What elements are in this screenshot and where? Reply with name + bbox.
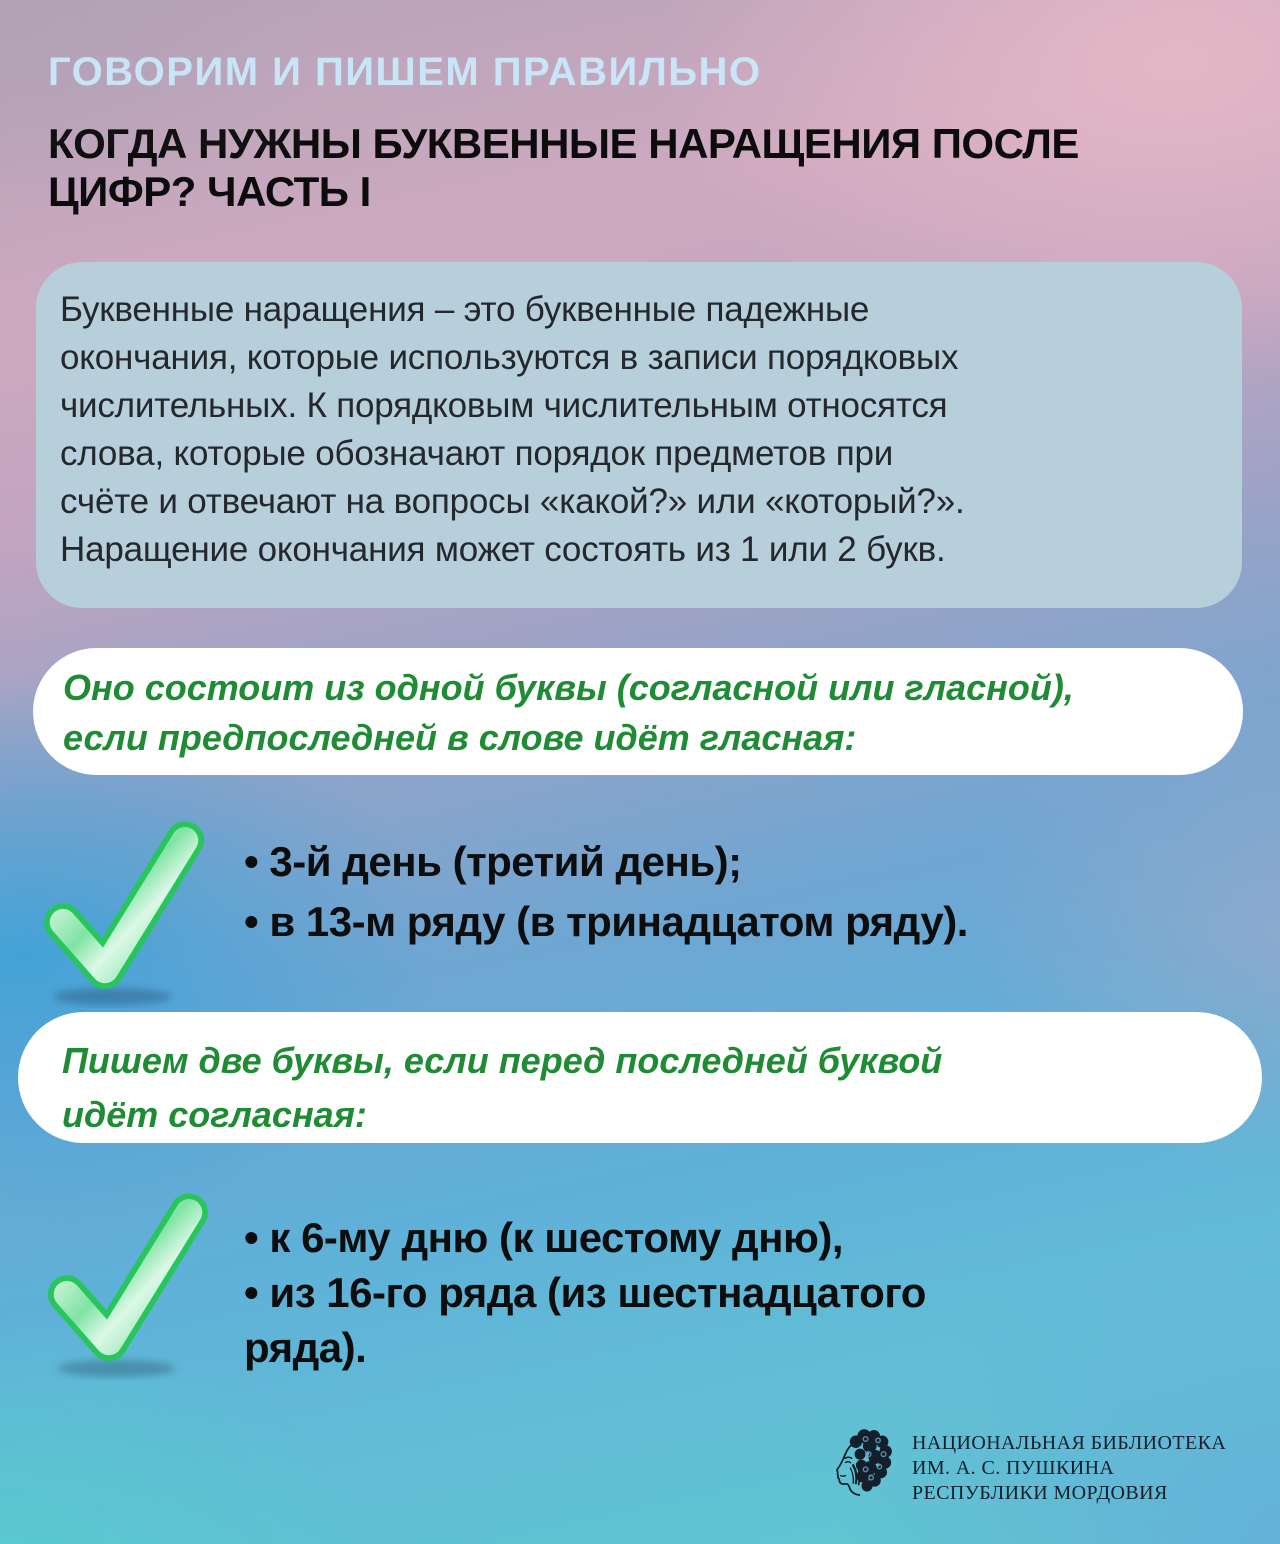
- rule-2-box: [18, 1012, 1262, 1143]
- example-item: ряда).: [244, 1324, 367, 1371]
- rule-2-line-1: Пишем две буквы, если перед последней буквой: [62, 1040, 943, 1081]
- library-name-line-3: РЕСПУБЛИКИ МОРДОВИЯ: [912, 1481, 1168, 1504]
- rule-2-line-2: идёт согласная:: [62, 1094, 367, 1135]
- definition-line: счёте и отвечают на вопросы «какой?» или «который?».: [60, 482, 965, 521]
- examples-list-1: [244, 832, 968, 952]
- rule-1-box: [33, 648, 1243, 775]
- examples-list-2: [244, 1210, 926, 1375]
- example-item: • из 16-го ряда (из шестнадцатого: [244, 1269, 926, 1316]
- checkmark-shadow: [58, 1360, 176, 1377]
- rule-1-line-1: Оно состоит из одной буквы (согласной или гласной),: [63, 667, 1074, 708]
- example-item: • 3-й день (третий день);: [244, 838, 742, 885]
- definition-line: окончания, которые используются в записи порядковых: [60, 338, 959, 377]
- definition-line: слова, которые обозначают порядок предметов при: [60, 434, 894, 473]
- definition-line: Наращение окончания может состоять из 1 или 2 букв.: [60, 530, 946, 569]
- library-logo: [820, 1424, 1226, 1512]
- definition-line: Буквенные наращения – это буквенные падежные: [60, 290, 870, 329]
- rule-1-line-2: если предпоследней в слове идёт гласная:: [63, 717, 857, 758]
- pushkin-portrait-icon: [820, 1424, 896, 1512]
- page-title-line-2: ЦИФР? ЧАСТЬ I: [48, 168, 371, 215]
- page-title: [48, 120, 1238, 216]
- example-item: • к 6-му дню (к шестому дню),: [244, 1214, 844, 1261]
- library-name-line-2: ИМ. А. С. ПУШКИНА: [912, 1456, 1115, 1479]
- example-item: • в 13-м ряду (в тринадцатом ряду).: [244, 898, 968, 945]
- library-name: [912, 1431, 1226, 1506]
- series-kicker: ГОВОРИМ И ПИШЕМ ПРАВИЛЬНО: [48, 50, 762, 94]
- checkmark-icon: [42, 1180, 214, 1380]
- library-name-line-1: НАЦИОНАЛЬНАЯ БИБЛИОТЕКА: [912, 1431, 1227, 1454]
- checkmark-icon: [38, 808, 210, 1008]
- definition-box: [36, 262, 1242, 608]
- definition-line: числительных. К порядковым числительным относятся: [60, 386, 948, 425]
- page-title-line-1: КОГДА НУЖНЫ БУКВЕННЫЕ НАРАЩЕНИЯ ПОСЛЕ: [48, 120, 1079, 167]
- checkmark-shadow: [54, 988, 172, 1005]
